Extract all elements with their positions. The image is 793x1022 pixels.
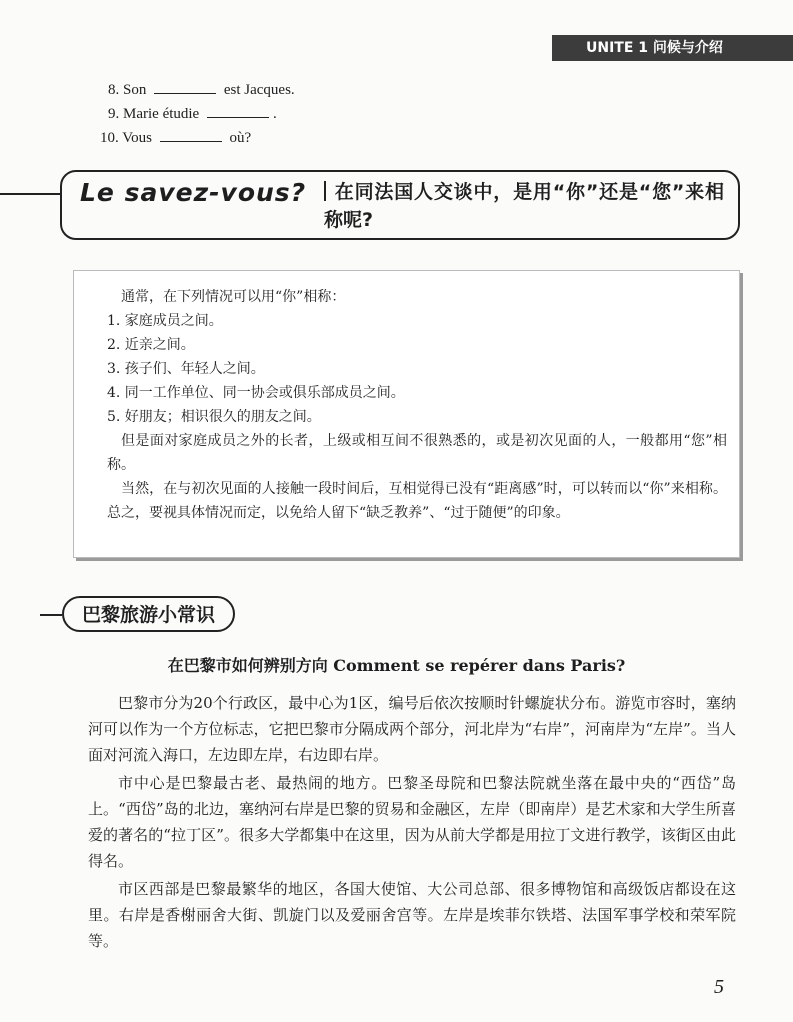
section-subtitle: 在巴黎市如何辨别方向 Comment se repérer dans Paris? [167, 656, 626, 675]
body-paragraph: 巴黎市分为20个行政区，最中心为1区，编号后依次按顺时针螺旋状分布。游览市容时，塞纳河可以作为一个方位标志，它把巴黎市分隔成两个部分，河北岸为“右岸”，河南岸为“左岸”。当人面对河流入海口，左边即左岸，右边即右岸。 [88, 694, 736, 764]
info-item: 5. 好朋友；相识很久的朋友之间。 [107, 409, 321, 425]
body-paragraph: 市区西部是巴黎最繁华的地区，各国大使馆、大公司总部、很多博物馆和高级饭店都设在这里。右岸是香榭丽舍大街、凯旋门以及爱丽舍宫等。左岸是埃菲尔铁塔、法国军事学校和荣军院等。 [88, 880, 736, 950]
savez-vous-question: 在同法国人交谈中，是用“你”还是“您”来相称呢? [324, 181, 724, 231]
savez-vous-box [60, 170, 740, 240]
savez-vous-title: Le savez-vous? [80, 178, 307, 207]
savez-connector-line [0, 193, 60, 195]
exercise-list [100, 78, 295, 150]
info-box [73, 270, 740, 558]
title-separator [324, 181, 326, 201]
info-intro: 通常，在下列情况可以用“你”相称： [121, 289, 346, 305]
info-item: 4. 同一工作单位、同一协会或俱乐部成员之间。 [107, 385, 405, 401]
exercise-item: 8. Son est Jacques. [108, 78, 295, 102]
unit-header-tab: UNITE 1 问候与介绍 [552, 35, 793, 61]
info-item: 1. 家庭成员之间。 [107, 313, 223, 329]
info-item: 3. 孩子们、年轻人之间。 [107, 361, 265, 377]
section-connector-line [40, 614, 62, 616]
info-paragraph: 当然，在与初次见面的人接触一段时间后，互相觉得已没有“距离感”时，可以转而以“你”来相称。总之，要视具体情况而定，以免给人留下“缺乏教养”、“过于随便”的印象。 [107, 481, 727, 521]
page-number: 5 [714, 976, 724, 998]
section-title: 巴黎旅游小常识 [62, 596, 235, 632]
body-paragraph: 市中心是巴黎最古老、最热闹的地方。巴黎圣母院和巴黎法院就坐落在最中央的“西岱”岛上。“西岱”岛的北边，塞纳河右岸是巴黎的贸易和金融区，左岸（即南岸）是艺术家和大学生所喜爱的著名的“拉丁区”。很多大学都集中在这里，因为从前大学都是用拉丁文进行教学，该街区由此得名。 [88, 774, 736, 870]
exercise-item: 9. Marie étudie . [108, 102, 295, 126]
info-paragraph: 但是面对家庭成员之外的长者，上级或相互间不很熟悉的，或是初次见面的人，一般都用“您”相称。 [107, 433, 727, 473]
exercise-item: 10. Vous où? [100, 126, 295, 150]
info-item: 2. 近亲之间。 [107, 337, 195, 353]
section-body [88, 690, 736, 956]
answer-blank [154, 79, 216, 94]
answer-blank [207, 103, 269, 118]
answer-blank [160, 127, 222, 142]
